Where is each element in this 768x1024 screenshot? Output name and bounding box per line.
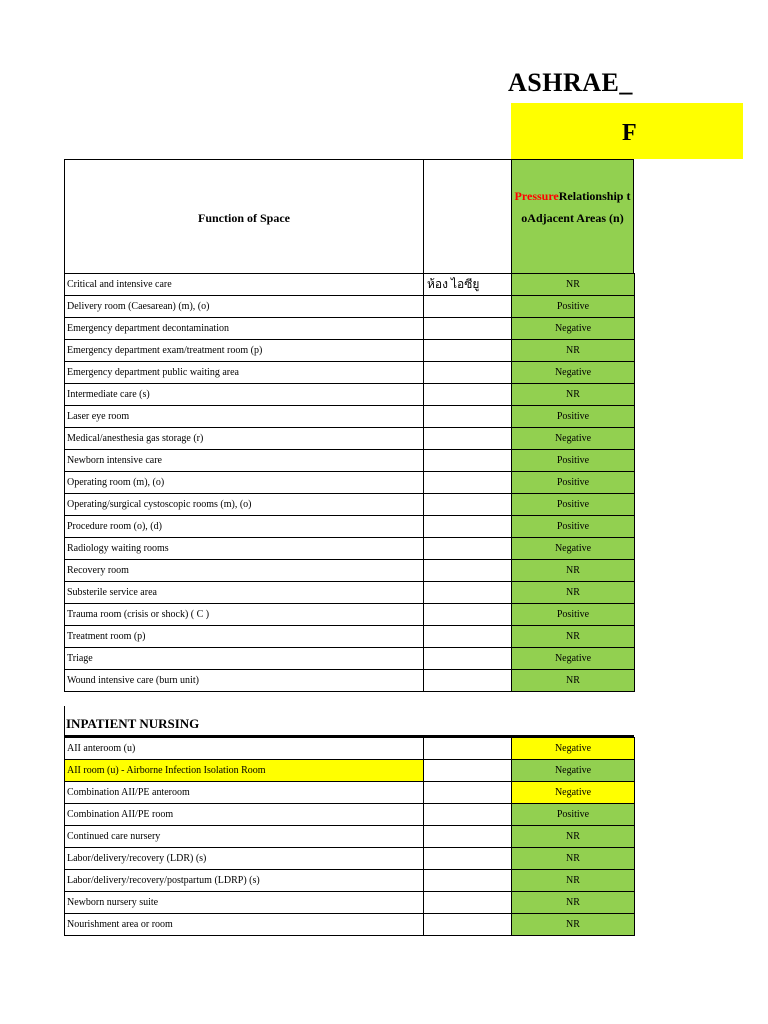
table-row xyxy=(65,340,635,362)
space-cell[interactable]: Critical and intensive care xyxy=(65,274,424,296)
inpatient-nursing-table xyxy=(64,737,635,936)
table-row xyxy=(65,582,635,604)
note-cell[interactable] xyxy=(424,538,512,560)
pressure-cell[interactable]: NR xyxy=(512,274,635,296)
space-cell[interactable]: AII anteroom (u) xyxy=(65,738,424,760)
note-cell[interactable] xyxy=(424,670,512,692)
pressure-cell[interactable]: NR xyxy=(512,560,635,582)
table-row xyxy=(65,870,635,892)
note-cell[interactable] xyxy=(424,296,512,318)
note-cell[interactable] xyxy=(424,450,512,472)
table-row xyxy=(65,406,635,428)
pressure-cell[interactable]: NR xyxy=(512,384,635,406)
pressure-cell[interactable]: Positive xyxy=(512,296,635,318)
note-cell[interactable] xyxy=(424,760,512,782)
note-cell[interactable] xyxy=(424,870,512,892)
pressure-cell[interactable]: Positive xyxy=(512,450,635,472)
note-cell[interactable] xyxy=(424,494,512,516)
pressure-cell[interactable]: NR xyxy=(512,914,635,936)
note-cell[interactable] xyxy=(424,626,512,648)
pressure-relationship-header xyxy=(512,185,633,229)
space-cell[interactable]: Nourishment area or room xyxy=(65,914,424,936)
table-row xyxy=(65,428,635,450)
table-row xyxy=(65,670,635,692)
space-cell[interactable]: AII room (u) - Airborne Infection Isolation Room xyxy=(65,760,424,782)
space-cell[interactable]: Wound intensive care (burn unit) xyxy=(65,670,424,692)
table-row xyxy=(65,450,635,472)
pressure-cell[interactable]: Positive xyxy=(512,494,635,516)
note-cell[interactable] xyxy=(424,516,512,538)
space-cell[interactable]: Operating/surgical cystoscopic rooms (m), (o) xyxy=(65,494,424,516)
table-row xyxy=(65,538,635,560)
note-cell[interactable] xyxy=(424,738,512,760)
pressure-cell[interactable]: NR xyxy=(512,870,635,892)
note-cell[interactable] xyxy=(424,804,512,826)
note-cell[interactable] xyxy=(424,318,512,340)
table-row xyxy=(65,560,635,582)
note-cell[interactable] xyxy=(424,582,512,604)
space-cell[interactable]: Recovery room xyxy=(65,560,424,582)
table-row xyxy=(65,516,635,538)
note-cell[interactable] xyxy=(424,340,512,362)
space-cell[interactable]: Substerile service area xyxy=(65,582,424,604)
note-cell[interactable]: ห้อง ไอซียู xyxy=(424,274,512,296)
pressure-cell[interactable]: Negative xyxy=(512,782,635,804)
table-row xyxy=(65,384,635,406)
note-cell[interactable] xyxy=(424,892,512,914)
space-cell[interactable]: Triage xyxy=(65,648,424,670)
space-cell[interactable]: Continued care nursery xyxy=(65,826,424,848)
table-row xyxy=(65,362,635,384)
note-cell[interactable] xyxy=(424,848,512,870)
table-row xyxy=(65,296,635,318)
note-cell[interactable] xyxy=(424,472,512,494)
table-row xyxy=(65,648,635,670)
space-cell[interactable]: Delivery room (Caesarean) (m), (o) xyxy=(65,296,424,318)
space-cell[interactable]: Laser eye room xyxy=(65,406,424,428)
pressure-cell[interactable]: NR xyxy=(512,826,635,848)
space-cell[interactable]: Emergency department exam/treatment room (p) xyxy=(65,340,424,362)
pressure-cell[interactable]: NR xyxy=(512,582,635,604)
table-row xyxy=(65,760,635,782)
space-cell[interactable]: Combination AII/PE anteroom xyxy=(65,782,424,804)
pressure-cell[interactable]: Negative xyxy=(512,760,635,782)
pressure-cell[interactable]: Positive xyxy=(512,406,635,428)
pressure-cell[interactable]: NR xyxy=(512,892,635,914)
page-title: ASHRAE_ xyxy=(508,68,633,97)
table-row xyxy=(65,848,635,870)
pressure-cell[interactable]: Positive xyxy=(512,516,635,538)
table-row xyxy=(65,274,635,296)
relationship-text: Relationship toAdjacent Areas (n) xyxy=(521,189,631,225)
pressure-word: Pressure xyxy=(514,189,559,203)
note-cell[interactable] xyxy=(424,648,512,670)
space-cell[interactable]: Radiology waiting rooms xyxy=(65,538,424,560)
note-cell[interactable] xyxy=(424,604,512,626)
pressure-cell[interactable]: Negative xyxy=(512,738,635,760)
space-table xyxy=(64,273,635,692)
table-row xyxy=(65,892,635,914)
space-cell[interactable]: Emergency department public waiting area xyxy=(65,362,424,384)
space-cell[interactable]: Newborn intensive care xyxy=(65,450,424,472)
space-cell[interactable]: Emergency department decontamination xyxy=(65,318,424,340)
space-cell[interactable]: Labor/delivery/recovery (LDR) (s) xyxy=(65,848,424,870)
space-cell[interactable]: Medical/anesthesia gas storage (r) xyxy=(65,428,424,450)
pressure-cell[interactable]: Negative xyxy=(512,318,635,340)
pressure-cell[interactable]: Positive xyxy=(512,804,635,826)
table-row xyxy=(65,804,635,826)
function-of-space-header: Function of Space xyxy=(197,211,290,225)
pressure-cell[interactable]: Negative xyxy=(512,428,635,450)
note-cell[interactable] xyxy=(424,826,512,848)
banner-letter: F xyxy=(622,120,637,146)
note-cell[interactable] xyxy=(424,560,512,582)
space-cell[interactable]: Intermediate care (s) xyxy=(65,384,424,406)
space-cell[interactable]: Newborn nursery suite xyxy=(65,892,424,914)
pressure-cell[interactable]: NR xyxy=(512,340,635,362)
table-row xyxy=(65,738,635,760)
space-cell[interactable]: Labor/delivery/recovery/postpartum (LDRP) (s) xyxy=(65,870,424,892)
table-row xyxy=(65,472,635,494)
pressure-cell[interactable]: Positive xyxy=(512,472,635,494)
table-row xyxy=(65,782,635,804)
space-cell[interactable]: Procedure room (o), (d) xyxy=(65,516,424,538)
pressure-cell[interactable]: NR xyxy=(512,670,635,692)
pressure-cell[interactable]: Positive xyxy=(512,604,635,626)
space-cell[interactable]: Trauma room (crisis or shock) ( C ) xyxy=(65,604,424,626)
space-cell[interactable]: Combination AII/PE room xyxy=(65,804,424,826)
space-cell[interactable]: Operating room (m), (o) xyxy=(65,472,424,494)
table-row xyxy=(65,626,635,648)
table-row xyxy=(65,494,635,516)
pressure-cell[interactable]: NR xyxy=(512,626,635,648)
note-cell[interactable] xyxy=(424,362,512,384)
note-cell[interactable] xyxy=(424,406,512,428)
section-title: INPATIENT NURSING xyxy=(66,716,200,731)
note-cell[interactable] xyxy=(424,914,512,936)
pressure-cell[interactable]: NR xyxy=(512,848,635,870)
table-row xyxy=(65,914,635,936)
table-row xyxy=(65,318,635,340)
pressure-cell[interactable]: Negative xyxy=(512,362,635,384)
note-cell[interactable] xyxy=(424,384,512,406)
note-cell[interactable] xyxy=(424,782,512,804)
note-cell[interactable] xyxy=(424,428,512,450)
pressure-cell[interactable]: Negative xyxy=(512,648,635,670)
table-row xyxy=(65,604,635,626)
pressure-cell[interactable]: Negative xyxy=(512,538,635,560)
space-cell[interactable]: Treatment room (p) xyxy=(65,626,424,648)
table-row xyxy=(65,826,635,848)
